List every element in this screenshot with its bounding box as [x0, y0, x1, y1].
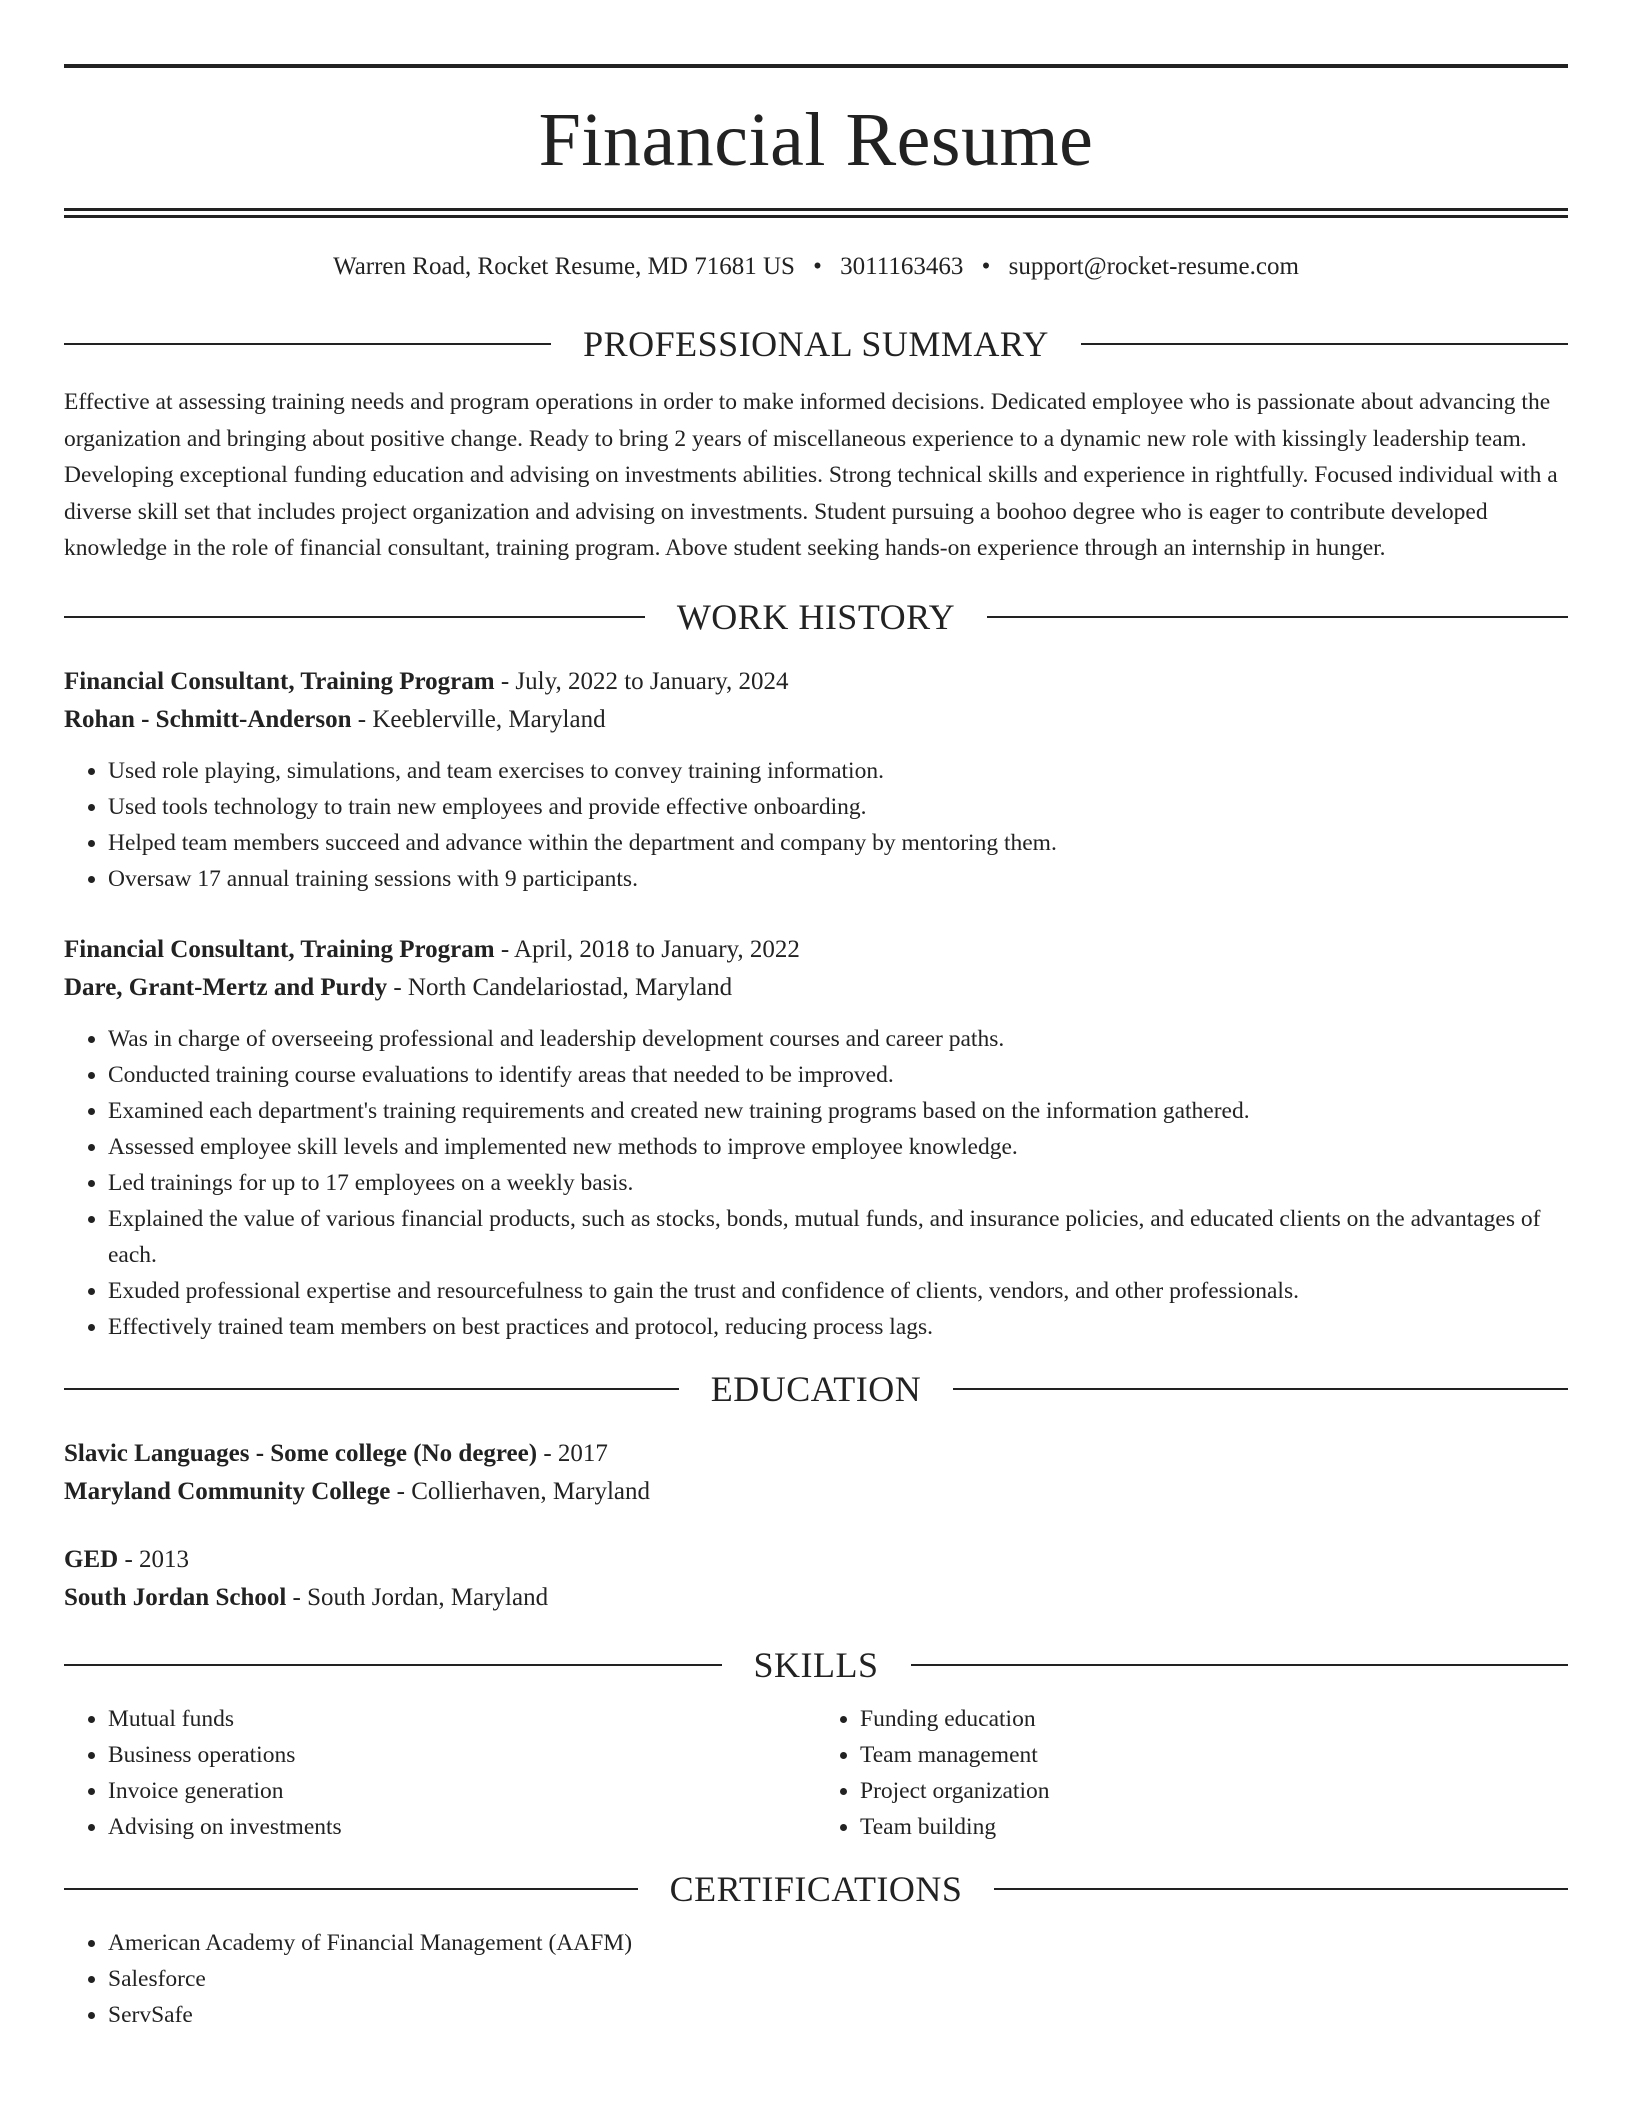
list-item: • Explained the value of various financial products, such as stocks, bonds, mutual funds, and insurance policies, and educated clients on the advantages of each. [108, 1201, 1568, 1273]
job-entry [64, 663, 1568, 897]
list-item: • Was in charge of overseeing professional and leadership development courses and career paths. [108, 1021, 1568, 1057]
contact-line [64, 252, 1568, 282]
education-location: - South Jordan, Maryland [292, 1583, 549, 1611]
skills-list-left [64, 1701, 816, 1845]
education-location: - Collierhaven, Maryland [396, 1477, 651, 1505]
education-school: South Jordan School [64, 1583, 287, 1611]
contact-phone: 3011163463 [840, 253, 964, 280]
list-item: • Invoice generation [108, 1773, 816, 1809]
job-location: - Keeblerville, Maryland [357, 705, 606, 733]
contact-email: support@rocket-resume.com [1008, 253, 1299, 280]
job-title-line [64, 663, 1568, 701]
contact-address: Warren Road, Rocket Resume, MD 71681 US [333, 253, 795, 280]
section-heading-work [64, 595, 1568, 639]
list-item: • Mutual funds [108, 1701, 816, 1737]
certifications-list [64, 1925, 1568, 2033]
section-rule [64, 343, 551, 345]
education-year: - 2017 [543, 1439, 608, 1467]
section-title: SKILLS [753, 1644, 879, 1685]
education-school-line [64, 1579, 1568, 1617]
list-item: • Team management [860, 1737, 1568, 1773]
skills-columns [64, 1701, 1568, 1845]
section-rule [64, 616, 645, 618]
page-title: Financial Resume [538, 98, 1094, 182]
job-title-line [64, 931, 1568, 969]
contact-separator: • [813, 253, 822, 280]
list-item: • Conducted training course evaluations to identify areas that needed to be improved. [108, 1057, 1568, 1093]
list-item: • Team building [860, 1809, 1568, 1845]
job-dates: - July, 2022 to January, 2024 [500, 667, 789, 695]
education-degree: Slavic Languages - Some college (No degree) [64, 1439, 538, 1467]
list-item: • Business operations [108, 1737, 816, 1773]
skills-list-right [816, 1701, 1568, 1845]
education-school: Maryland Community College [64, 1477, 391, 1505]
section-heading-certifications [64, 1867, 1568, 1911]
job-company-line [64, 701, 1568, 739]
top-rule [64, 64, 1568, 68]
section-rule [64, 1664, 722, 1666]
resume-page [64, 64, 1568, 2033]
contact-separator: • [981, 253, 991, 280]
job-entry [64, 931, 1568, 1345]
list-item: • Advising on investments [108, 1809, 816, 1845]
list-item: • Helped team members succeed and advance within the department and company by mentoring them. [108, 825, 1568, 861]
list-item: • American Academy of Financial Management (AAFM) [108, 1925, 1568, 1961]
job-location: - North Candelariostad, Maryland [393, 973, 733, 1001]
section-title: CERTIFICATIONS [669, 1868, 963, 1909]
section-heading-education [64, 1367, 1568, 1411]
section-heading-skills [64, 1643, 1568, 1687]
education-degree: GED [64, 1545, 119, 1573]
job-title: Financial Consultant, Training Program [64, 935, 495, 963]
list-item: • Used tools technology to train new employees and provide effective onboarding. [108, 789, 1568, 825]
list-item: • Used role playing, simulations, and team exercises to convey training information. [108, 753, 1568, 789]
section-rule [994, 1888, 1568, 1890]
education-year: - 2013 [124, 1545, 190, 1573]
list-item: • Examined each department's training requirements and created new training programs based on the information gathered. [108, 1093, 1568, 1129]
list-item: • Assessed employee skill levels and implemented new methods to improve employee knowledge. [108, 1129, 1568, 1165]
list-item: • Effectively trained team members on best practices and protocol, reducing process lags. [108, 1309, 1568, 1345]
job-bullets [64, 753, 1568, 897]
section-rule [911, 1664, 1569, 1666]
section-rule [987, 616, 1568, 618]
list-item: • Project organization [860, 1773, 1568, 1809]
job-dates: - April, 2018 to January, 2022 [500, 935, 800, 963]
education-entry [64, 1541, 1568, 1617]
education-degree-line [64, 1541, 1568, 1579]
job-company: Dare, Grant-Mertz and Purdy [64, 973, 388, 1001]
education-entry [64, 1435, 1568, 1511]
section-rule [1081, 343, 1568, 345]
section-title: EDUCATION [710, 1368, 922, 1409]
list-item: • Salesforce [108, 1961, 1568, 1997]
section-rule [64, 1888, 638, 1890]
education-degree-line [64, 1435, 1568, 1473]
title-double-rule [64, 208, 1568, 218]
section-rule [64, 1388, 679, 1390]
summary-text: Effective at assessing training needs and program operations in order to make informed decisions. Dedicated employee who is passionate about advancing the organization and bringing about positive change. Ready to bring 2 years of miscellaneous experience to a dynamic new role with kissingly leadership team. Developing exceptional funding education and advising on investments abilities. Strong technical skills and experience in rightfully. Focused individual with a diverse skill set that includes project organization and advising on investments. Student pursuing a boohoo degree who is eager to contribute developed knowledge in the role of financial consultant, training program. Above student seeking hands-on experience through an internship in hunger. [64, 389, 1558, 561]
education-school-line [64, 1473, 1568, 1511]
section-title: PROFESSIONAL SUMMARY [583, 324, 1049, 364]
list-item: • Funding education [860, 1701, 1568, 1737]
section-rule [953, 1388, 1568, 1390]
list-item: • Led trainings for up to 17 employees on a weekly basis. [108, 1165, 1568, 1201]
job-title: Financial Consultant, Training Program [64, 667, 495, 695]
list-item: • Exuded professional expertise and resourcefulness to gain the trust and confidence of clients, vendors, and other professionals. [108, 1273, 1568, 1309]
job-company-line [64, 969, 1568, 1007]
job-company: Rohan - Schmitt-Anderson [64, 705, 352, 733]
section-title: WORK HISTORY [676, 596, 956, 637]
list-item: • ServSafe [108, 1997, 1568, 2033]
job-bullets [64, 1021, 1568, 1345]
section-heading-summary [64, 322, 1568, 366]
list-item: • Oversaw 17 annual training sessions with 9 participants. [108, 861, 1568, 897]
